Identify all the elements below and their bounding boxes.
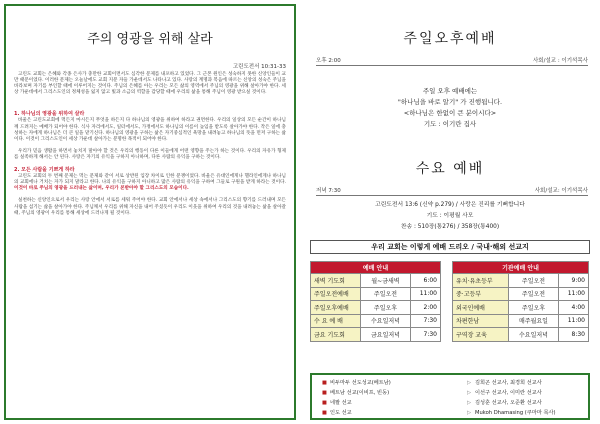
schedule-place: 수요일저녁 bbox=[509, 328, 559, 342]
mission-missionaries: Mukoh Dhamasing (쿠마마 목사) bbox=[475, 410, 556, 416]
schedule-time: 7:30 bbox=[411, 328, 441, 342]
sunday-pm-leader: 사회/설교 : 이기석목사 bbox=[532, 58, 588, 64]
wednesday-prayer: 기도 : 이평월 사모 bbox=[426, 213, 474, 219]
schedule-row bbox=[453, 301, 589, 315]
missions-box bbox=[310, 373, 590, 420]
schedule-name: 금요 기도회 bbox=[311, 328, 361, 342]
sermon-body bbox=[14, 72, 286, 410]
arrow-icon: ▷ bbox=[467, 380, 471, 386]
sunday-pm-line: 주일 오후 예배에는 bbox=[422, 87, 478, 95]
schedule-place: 주일오전 bbox=[509, 274, 559, 288]
schedule-time: 7:30 bbox=[411, 314, 441, 328]
mission-label: 인도 선교 bbox=[330, 410, 352, 416]
schedule-row bbox=[453, 274, 589, 288]
schedule-name: 차편한남 bbox=[453, 314, 509, 328]
schedule-time: 6:00 bbox=[411, 274, 441, 288]
bullet-icon: ■ bbox=[322, 380, 327, 386]
schedule-row bbox=[453, 314, 589, 328]
mission-missionaries: 김성훈 선교사, 오준환 선교사 bbox=[475, 400, 542, 406]
schedule-row bbox=[311, 328, 441, 342]
schedule-name: 수 요 예 배 bbox=[311, 314, 361, 328]
sermon-panel bbox=[4, 4, 296, 420]
mission-label: 네팔 선교 bbox=[330, 400, 352, 406]
sunday-pm-prayer: 기도 : 이기란 집사 bbox=[423, 120, 477, 128]
sermon-heading: 1. 하나님의 영광을 위하여 살라 bbox=[14, 111, 85, 118]
schedule-name: 주일오후예배 bbox=[311, 301, 361, 315]
schedule-place: 금요일저녁 bbox=[361, 328, 411, 342]
sunday-pm-time: 오후 2:00 bbox=[316, 58, 341, 64]
mission-row bbox=[322, 379, 582, 388]
schedule-place: 주일오후 bbox=[509, 301, 559, 315]
group-schedule-table bbox=[452, 261, 589, 342]
schedule-time: 4:00 bbox=[559, 301, 589, 315]
schedule-place: 수요일저녁 bbox=[361, 314, 411, 328]
wednesday-title: 수요 예배 bbox=[415, 161, 485, 177]
mission-row bbox=[322, 409, 582, 418]
schedule-time: 11:00 bbox=[559, 287, 589, 301]
worship-banner: 우리 교회는 이렇게 예배 드리오 / 국내·해외 선교지 bbox=[310, 240, 590, 254]
mission-label: 베트남 선교(이비프, 빈동) bbox=[330, 390, 390, 396]
sermon-paragraph bbox=[14, 174, 286, 192]
schedule-place: 주일오전 bbox=[509, 287, 559, 301]
arrow-icon: ▷ bbox=[467, 400, 471, 406]
schedule-name: 새벽 기도회 bbox=[311, 274, 361, 288]
bulletin-right bbox=[300, 0, 600, 424]
arrow-icon: ▷ bbox=[467, 410, 471, 416]
sermon-heading: 2. 모든 사람을 기쁘게 하라 bbox=[14, 167, 75, 174]
bullet-icon: ■ bbox=[322, 410, 327, 416]
wednesday-leader: 사회/설교: 이기석목사 bbox=[534, 188, 588, 194]
divider bbox=[316, 195, 588, 196]
schedule-name: 외국인예배 bbox=[453, 301, 509, 315]
mission-row bbox=[322, 389, 582, 398]
sermon-paragraph: 우리가 믿음 생활을 하면서 놓치지 말아야 할 것은 우리의 행동이 다른 이들에게 어떤 영향을 주는가 하는 것이다. 우리의 자유가 형제를 실족하게 해서는 안 된다. 사랑은 자기의 유익을 구하지 아니하며, 다른 사람의 유익을 구하는 것이다. bbox=[14, 148, 286, 160]
schedule-name: 구역장 교육 bbox=[453, 328, 509, 342]
sermon-title: 주의 영광을 위해 살라 bbox=[87, 32, 213, 47]
bullet-icon: ■ bbox=[322, 390, 327, 396]
mission-missionaries: 이선구 선교사, 이미란 선교사 bbox=[475, 390, 542, 396]
sunday-pm-line: <하나님은 한없이 큰 분이시다> bbox=[403, 109, 497, 117]
schedule-row bbox=[453, 287, 589, 301]
schedule-row bbox=[311, 314, 441, 328]
sunday-pm-info bbox=[316, 56, 588, 64]
divider bbox=[316, 65, 588, 66]
wednesday-scripture: 고린도전서 13:6 (신약 p.279) / 사랑은 진리를 기뻐합니다 bbox=[375, 202, 525, 208]
worship-schedule-table bbox=[310, 261, 441, 342]
mission-missionaries: 김희곤 선교사, 최경희 선교사 bbox=[475, 380, 542, 386]
schedule-row bbox=[311, 274, 441, 288]
schedule-place: 월~금새벽 bbox=[361, 274, 411, 288]
schedule-time: 11:00 bbox=[559, 314, 589, 328]
schedule-place: 주일오후 bbox=[361, 301, 411, 315]
schedule-row bbox=[311, 287, 441, 301]
schedule-place: 매주월요일 bbox=[509, 314, 559, 328]
sermon-text: 고린도 교회의 두 번째 문제는 먹는 문제와 같이 서로 상반된 입장 차이로 인한 분쟁이었다. 바울은 유대인에게나 헬라인에게나 하나님의 교회에나 거치는 자가 되지 말라고 한다. 나의 유익을 구하지 아니하고 많은 사람의 유익을 구하여 그들로 구원을 받게 하라는 것이다. bbox=[14, 174, 286, 186]
schedule-row bbox=[453, 328, 589, 342]
group-schedule-header: 기관예배 안내 bbox=[453, 262, 589, 274]
schedule-name: 중·고등부 bbox=[453, 287, 509, 301]
bullet-icon: ■ bbox=[322, 400, 327, 406]
sermon-reference: 고린도전서 10:31-33 bbox=[232, 64, 286, 70]
schedule-time: 9:00 bbox=[559, 274, 589, 288]
schedule-name: 유치·유초등부 bbox=[453, 274, 509, 288]
wednesday-info bbox=[316, 186, 588, 194]
schedule-time: 2:00 bbox=[411, 301, 441, 315]
sermon-paragraph: 바울은 고린도교회에 먹든지 마시든지 무엇을 하든지 다 하나님의 영광을 위하여 하라고 권면한다. 우리의 일상의 모든 순간이 하나님께 드려지는 예배가 되어야 한다. 식사 자리에서도, 일터에서도, 가정에서도 하나님의 이름이 높임을 받도록 살아가야 한다. 작은 일에 충성하는 자에게 하나님은 더 큰 일을 맡기신다. 하나님의 영광을 구하는 삶은 자기중심적인 욕망을 내려놓고 하나님의 뜻을 먼저 구하는 삶이다. 이것이 그리스도인이 세상 가운데 살아가는 분명한 목적이 되어야 한다. bbox=[14, 118, 286, 142]
wednesday-hymns: 찬송 : 510장(통276) / 358장(통400) bbox=[400, 224, 500, 230]
sunday-pm-title: 주일오후예배 bbox=[403, 31, 497, 47]
sermon-highlight: 이것이 바로 주님의 영광을 드러내는 삶이며, 우리가 본받아야 할 그리스도의 모습이다. bbox=[14, 186, 189, 192]
schedule-time: 8:30 bbox=[559, 328, 589, 342]
schedule-place: 주일오전 bbox=[361, 287, 411, 301]
worship-schedule-header: 예배 안내 bbox=[311, 262, 441, 274]
mission-row bbox=[322, 399, 582, 408]
schedule-row bbox=[311, 301, 441, 315]
mission-label: 비두마두 선도성교(베트남) bbox=[330, 380, 391, 386]
schedule-time: 11:00 bbox=[411, 287, 441, 301]
schedule-name: 주일오전예배 bbox=[311, 287, 361, 301]
sermon-paragraph: 고린도 교회는 은혜와 각종 은사가 충만한 교회이면서도 심각한 문제를 내포하고 있었다. 그 근본 원인은 성숙하지 못한 신앙인들이 교만 때문이었다. 이러한 문제는 오늘날에도 교회 지분 자들 가운데서도 나타나고 있다. 사랑의 계명과 복음에 따르는 신앙의 성숙은 주님을 바라보며 자기를 부인할 때에 이루어지는 것이다. 주님의 은혜를 아는 우리는 모든 삶의 영역에서 주님의 영광을 위해 살아가야 한다. 세상 가운데에서 그리스도인의 정체성을 잃지 않고 빛과 소금의 역할을 감당할 때에 우리의 삶을 통해 주님이 영광 받으실 것이다. bbox=[14, 72, 286, 96]
wednesday-time: 저녁 7:30 bbox=[316, 188, 341, 194]
sermon-paragraph: 실천하는 신앙인으로서 우리는 사랑 안에서 서로를 세워 주어야 한다. 교회 안에서나 세상 속에서나 그리스도의 향기를 드러내며 모든 사람을 섬기는 삶을 살아가야 한다. 주님께서 우리를 위해 자신을 내어 주셨듯이 우리도 이웃을 위하여 우리의 것을 내려놓는 삶을 살아갈 때, 주님의 영광이 우리를 통해 세상에 드러나게 될 것이다. bbox=[14, 198, 286, 216]
sunday-pm-line: "하나님을 바로 알기" 가 진행됩니다. bbox=[397, 98, 503, 106]
arrow-icon: ▷ bbox=[467, 390, 471, 396]
